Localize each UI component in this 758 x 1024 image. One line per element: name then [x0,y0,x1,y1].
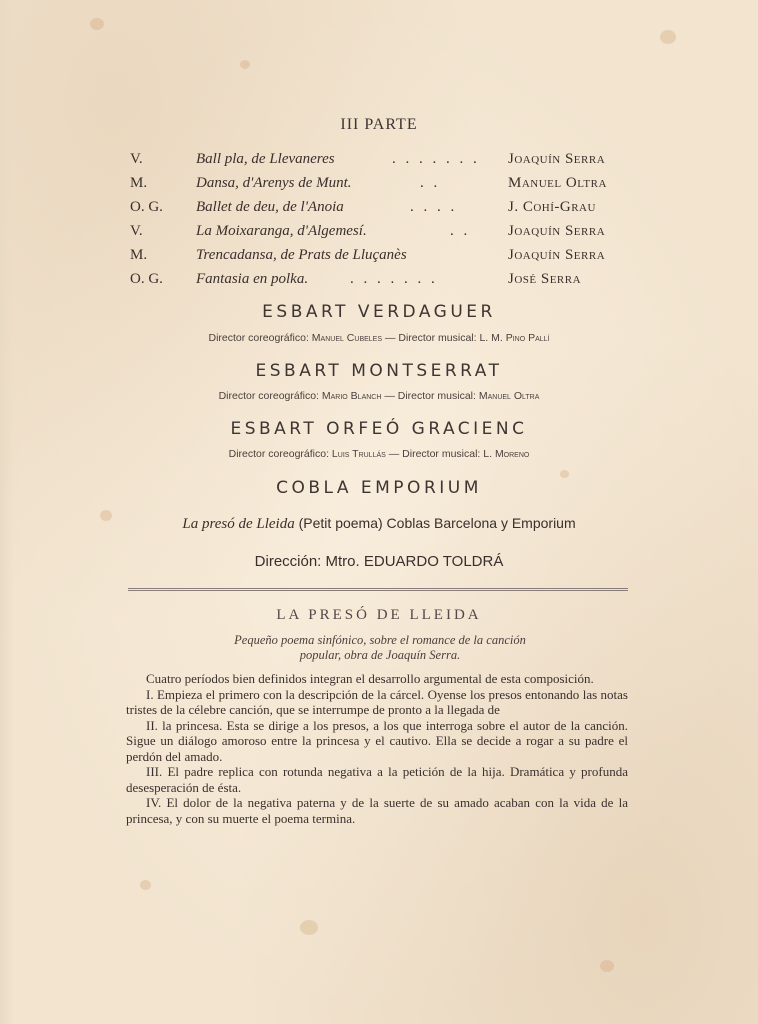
ensemble-name: ESBART ORFEÓ GRACIENC [230,419,528,439]
essay-title: LA PRESÓ DE LLEIDA [276,607,482,623]
program-composer: Joaquín Serra [508,151,606,167]
program-work: Trencadansa, de Prats de Lluçanès [196,247,407,263]
program-composer: Joaquín Serra [508,223,606,239]
essay-paragraph: II. la princesa. Esta se dirige a los presos, a los que interroga sobre el autor de la canción. Sigue un diálogo amoroso entre la princesa y el cautivo. Ella se decide a rogar a su padre el perdón del amado. [126,717,628,764]
program-voice: V. [130,223,143,239]
credits-label: Director musical: [402,448,481,460]
program-dots: . . . . [410,199,458,215]
ensemble-credits [0,332,758,344]
closing-work-details: (Petit poema) Coblas Barcelona y Emporium [294,515,576,531]
program-dots: . . . . . . . [392,151,480,167]
stain [240,60,250,69]
program-row [0,175,758,197]
stain [660,30,676,44]
credits-separator: — [384,390,395,402]
program-voice: O. G. [130,271,163,287]
program-work: Ballet de deu, de l'Anoia [196,199,344,215]
credits-label: Director coreográfico: [208,332,309,344]
credits-separator: — [384,332,396,344]
program-voice: V. [130,151,143,167]
stain [90,18,104,30]
ensemble-name: ESBART VERDAGUER [262,302,496,322]
program-voice: O. G. [130,199,163,215]
program-work: La Moixaranga, d'Algemesí. [196,223,367,239]
stain [140,880,151,890]
direction-label: Dirección: [254,553,322,570]
program-row [0,271,758,293]
stain [600,960,614,972]
program-work: Fantasia en polka. [196,271,309,287]
essay-subtitle-line: Pequeño poema sinfónico, sobre el romance de la canción [234,633,526,647]
program-dots: . . [450,223,471,239]
credits-label: Director musical: [398,332,477,344]
program-row [0,151,758,173]
program-composer: Joaquín Serra [508,247,606,263]
choreographer-name: Luis Trullás [331,448,386,460]
closing-work-title: La presó de Lleida [182,516,295,532]
stain [560,470,569,478]
program-voice: M. [130,247,148,263]
ensemble-credits [0,448,758,460]
ensemble-credits [0,390,758,402]
part-title: III PARTE [340,116,418,133]
credits-label: Director coreográfico: [228,448,329,460]
credits-separator: — [388,448,400,460]
music-director-name: L. M. Pino Pallí [479,332,550,344]
essay-body [126,671,628,826]
ensemble-name: ESBART MONTSERRAT [255,361,503,381]
program-row [0,247,758,269]
music-director-name: Manuel Oltra [478,390,540,402]
credits-label: Director musical: [397,390,476,402]
program-row [0,199,758,221]
conductor-name: Mtro. EDUARDO TOLDRÁ [325,553,504,570]
divider-rule [128,588,628,591]
program-row [0,223,758,245]
program-composer: José Serra [508,271,582,287]
program-work: Ball pla, de Llevaneres [196,151,335,167]
essay-subtitle-line: popular, obra de Joaquín Serra. [299,648,461,662]
music-director-name: L. Moreno [483,448,530,460]
essay-paragraph: III. El padre replica con rotunda negativa a la petición de la hija. Dramática y profunda desesperación de ésta. [126,764,628,795]
choreographer-name: Mario Blanch [321,390,382,402]
program-voice: M. [130,175,148,191]
cobla-name: COBLA EMPORIUM [276,478,482,498]
essay-subtitle [180,633,580,663]
closing-work-line [0,515,758,533]
credits-label: Director coreográfico: [218,390,319,402]
program-composer: J. Cohí-Grau [508,199,596,215]
program-dots: . . . . . . . [350,271,438,287]
direction-line [0,553,758,570]
program-composer: Manuel Oltra [508,175,607,191]
essay-paragraph: I. Empieza el primero con la descripción de la cárcel. Oyense los presos entonando las notas tristes de la célebre canción, que se interrumpe de pronto a la llegada de [126,686,628,717]
choreographer-name: Manuel Cubeles [311,332,383,344]
program-work: Dansa, d'Arenys de Munt. [196,175,352,191]
program-dots: . . [420,175,441,191]
essay-paragraph: IV. El dolor de la negativa paterna y de la suerte de su amado acaban con la vida de la princesa, y con su muerte el poema termina. [126,795,628,826]
stain [300,920,318,935]
essay-paragraph: Cuatro períodos bien definidos integran el desarrollo argumental de esta composición. [146,671,594,686]
